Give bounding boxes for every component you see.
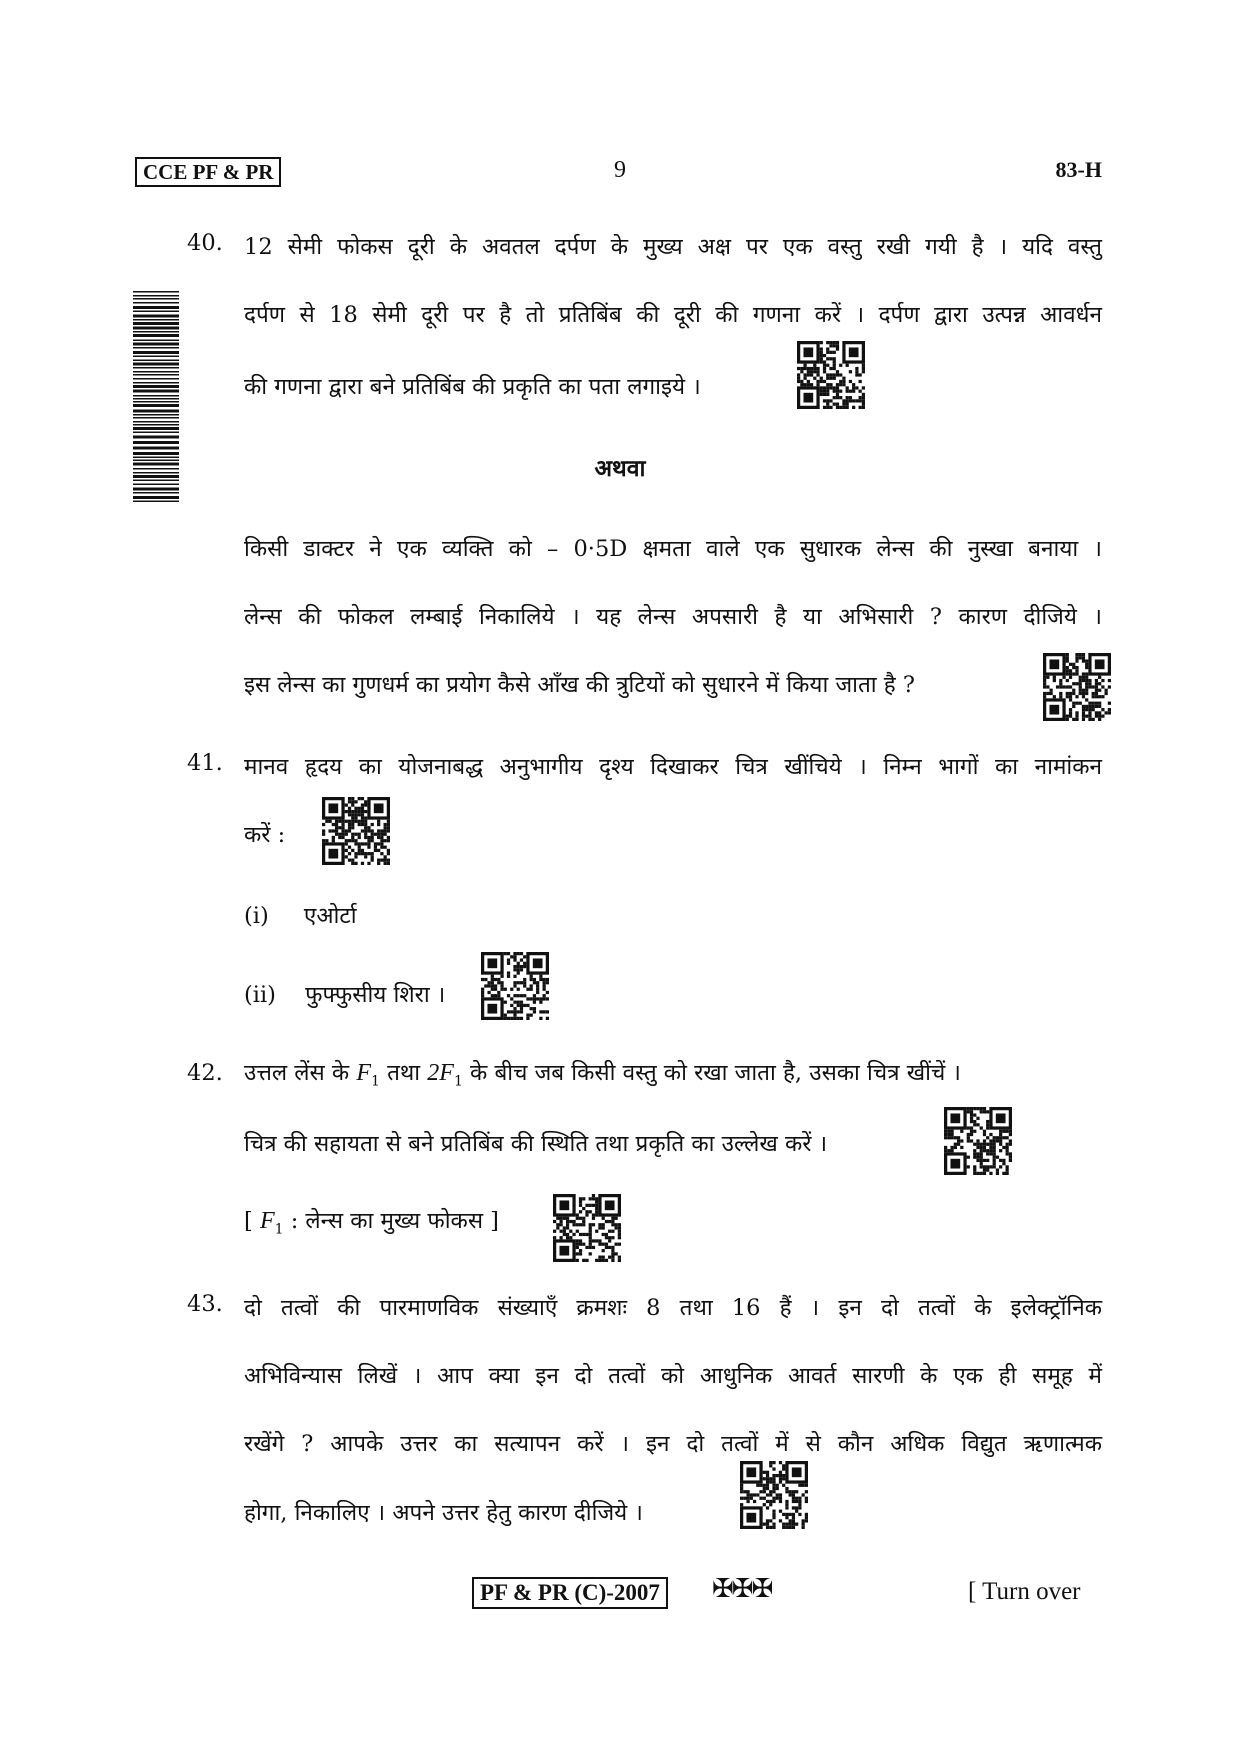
question-text-line: 12 सेमी फोकस दूरी के अवतल दर्पण के मुख्य अक्ष पर एक वस्तु रखी गयी है । यदि वस्तु [244, 234, 1102, 260]
subscript: 1 [274, 1221, 284, 1238]
qr-code-image [797, 341, 865, 409]
subscript: 1 [371, 1073, 380, 1090]
question-text-line: की गणना द्वारा बने प्रतिबिंब की प्रकृति का पता लगाइये । [244, 374, 701, 400]
question-text-line: अभिविन्यास लिखें । आप क्या इन दो तत्वों को आधुनिक आवर्त सारणी के एक ही समूह में [244, 1363, 1102, 1389]
alt-question-text-line: किसी डाक्टर ने एक व्यक्ति को – 0·5D क्षमता वाले एक सुधारक लेन्स की नुस्खा बनाया । [244, 536, 1102, 562]
item-label: (ii) [244, 982, 276, 1008]
footnote-line [244, 1204, 499, 1238]
variable-f: F [259, 1208, 275, 1234]
item-text: फुफ्फुसीय शिरा । [305, 982, 446, 1008]
qr-code-image [944, 1107, 1012, 1175]
or-label: अथवा [594, 455, 646, 482]
page-header [0, 157, 1240, 187]
list-item [244, 978, 445, 1009]
question-text-line: रखेंगे ? आपके उत्तर का सत्यापन करें । इन दो तत्वों में से कौन अधिक विद्युत ऋणात्मक [244, 1431, 1102, 1457]
subscript: 1 [453, 1073, 463, 1090]
question-text-line: होगा, निकालिए । अपने उत्तर हेतु कारण दीजिये । [244, 1500, 643, 1526]
question-number: 41. [187, 750, 223, 776]
qr-code-image [322, 797, 390, 865]
question-text-line: चित्र की सहायता से बने प्रतिबिंब की स्थिति तथा प्रकृति का उल्लेख करें । [244, 1131, 828, 1157]
text-fragment: उत्तल लेंस के [244, 1060, 350, 1086]
question-number: 42. [187, 1060, 223, 1086]
turn-over-label: [ Turn over [968, 1578, 1081, 1605]
question-text-line [244, 1056, 1102, 1090]
item-text: एओर्टा [303, 903, 357, 929]
item-label: (i) [244, 903, 269, 929]
exam-code-box: CCE PF & PR [135, 157, 281, 187]
question-text-line: करें : [244, 822, 286, 848]
qr-code-image [481, 952, 549, 1020]
question-number: 43. [187, 1291, 223, 1317]
list-item [244, 899, 357, 930]
ornament: ✠✠✠ [712, 1574, 772, 1604]
page-number: 9 [614, 157, 626, 183]
qr-code-image [740, 1461, 808, 1529]
alt-question-text-line: इस लेन्स का गुणधर्म का प्रयोग कैसे आँख की त्रुटियों को सुधारने में किया जाता है ? [244, 672, 915, 698]
text-fragment: : लेन्स का मुख्य फोकस ] [290, 1208, 499, 1234]
bracket: [ [244, 1208, 253, 1234]
paper-code: 83-H [1055, 157, 1102, 182]
question-text-line: दर्पण से 18 सेमी दूरी पर है तो प्रतिबिंब की दूरी की गणना करें । दर्पण द्वारा उत्पन्न आवर्धन [244, 302, 1102, 328]
question-text-line: दो तत्वों की पारमाणविक संख्याएँ क्रमशः 8 तथा 16 हैं । इन दो तत्वों के इलेक्ट्रॉनिक [244, 1295, 1102, 1321]
variable-f: F [356, 1060, 372, 1086]
qr-code-image [553, 1194, 621, 1262]
text-fragment: के बीच जब किसी वस्तु को रखा जाता है, उसका चित्र खींचें । [470, 1060, 961, 1086]
footer-code-box: PF & PR (C)-2007 [472, 1577, 668, 1609]
question-text-line: मानव हृदय का योजनाबद्ध अनुभागीय दृश्य दिखाकर चित्र खींचिये । निम्न भागों का नामांकन [244, 754, 1102, 780]
qr-code-image [1043, 653, 1111, 721]
variable-2f: 2F [427, 1060, 454, 1086]
text-fragment: तथा [387, 1060, 421, 1086]
question-number: 40. [187, 230, 223, 256]
alt-question-text-line: लेन्स की फोकल लम्बाई निकालिये । यह लेन्स अपसारी है या अभिसारी ? कारण दीजिये । [244, 604, 1102, 630]
